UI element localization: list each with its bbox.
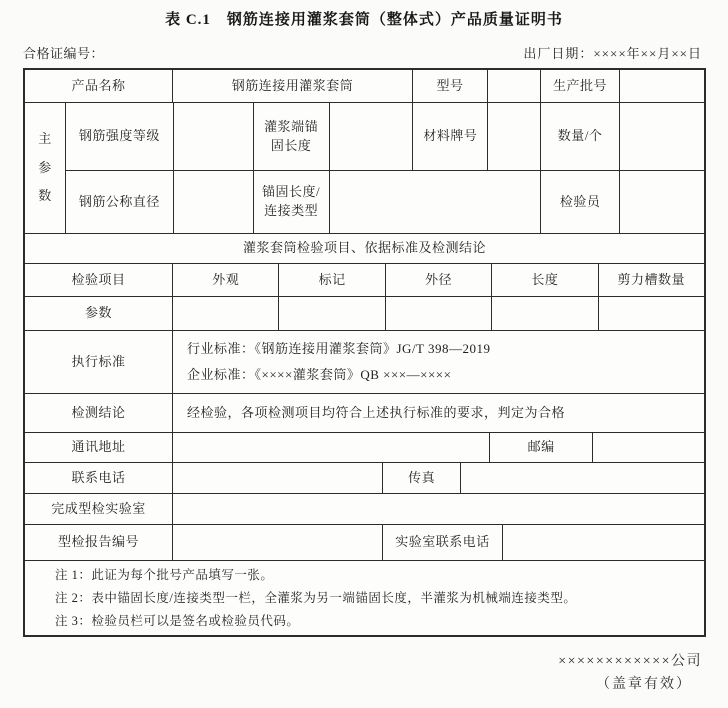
material-grade-label: 材料牌号 — [412, 103, 487, 170]
standards-content — [172, 331, 704, 393]
rebar-grade-label: 钢筋强度等级 — [78, 128, 160, 144]
batch-no-value-cell — [619, 70, 704, 102]
section-header-row — [25, 233, 704, 263]
phone-value-cell — [172, 463, 382, 493]
seal-note: （盖章有效） — [596, 677, 692, 692]
note-3: 注 3：检验员栏可以是签名或检验员代码。 — [55, 613, 300, 628]
phone-row — [25, 462, 704, 493]
anchor-conn-line2: 连接类型 — [264, 203, 319, 218]
param-outer-diameter-cell — [385, 297, 491, 330]
certificate-no-label: 合格证编号： — [23, 46, 105, 61]
footer — [23, 650, 702, 693]
lab-phone-value-cell — [502, 525, 704, 560]
standards-row — [25, 330, 704, 393]
inspection-col-outer-diameter: 外径 — [385, 264, 491, 296]
param-marking-cell — [278, 297, 384, 330]
param-length-cell — [491, 297, 597, 330]
lab-row — [25, 493, 704, 524]
batch-no-label: 生产批号 — [540, 70, 619, 102]
quantity-label: 数量/个 — [540, 103, 619, 170]
report-no-label: 型检报告编号 — [57, 534, 139, 550]
param-appearance-cell — [172, 297, 278, 330]
document-title: 表 C.1 钢筋连接用灌浆套筒（整体式）产品质量证明书 — [165, 12, 563, 28]
inspection-col-length: 长度 — [491, 264, 597, 296]
main-params-group-label — [25, 103, 65, 233]
group-char-1: 主 — [38, 130, 52, 146]
product-name-value: 钢筋连接用灌浆套筒 — [172, 70, 412, 102]
conclusion-row — [25, 393, 704, 432]
company-name: ××××××××××××公司 — [558, 654, 702, 669]
report-row — [25, 524, 704, 560]
fax-value-cell — [460, 463, 704, 493]
report-no-value-cell — [172, 525, 382, 560]
address-row — [25, 432, 704, 462]
note-2: 注 2：表中锚固长度/连接类型一栏，全灌浆为另一端锚固长度，半灌浆为机械端连接类型。 — [55, 590, 577, 605]
phone-label: 联系电话 — [71, 469, 126, 485]
lab-phone-label: 实验室联系电话 — [382, 525, 502, 560]
group-char-2: 参 — [38, 159, 52, 175]
standards-label: 执行标准 — [71, 353, 126, 369]
param-label: 参数 — [84, 305, 112, 321]
certificate-table — [23, 68, 706, 637]
inspector-value-cell — [619, 171, 704, 233]
inspection-items-row — [25, 263, 704, 296]
address-value-cell — [172, 433, 489, 462]
rebar-diameter-value-cell — [173, 171, 253, 233]
lab-value-cell — [172, 494, 704, 524]
param-shear-grooves-cell — [598, 297, 704, 330]
inspection-col-marking: 标记 — [278, 264, 384, 296]
inspection-col-shear-grooves: 剪力槽数量 — [598, 264, 704, 296]
parameters-row — [25, 296, 704, 330]
inspection-item-label: 检验项目 — [71, 271, 126, 287]
notes-row — [25, 560, 704, 635]
rebar-grade-value-cell — [173, 103, 253, 170]
rebar-grade-row — [66, 103, 704, 170]
note-1: 注 1：此证为每个批号产品填写一张。 — [55, 567, 274, 582]
anchor-conn-value-cell — [329, 171, 541, 233]
factory-date: 出厂日期：××××年××月××日 — [523, 46, 702, 61]
grout-end-anchor-value-cell — [329, 103, 413, 170]
inspector-label: 检验员 — [540, 171, 619, 233]
conclusion-value: 经检验，各项检测项目均符合上述执行标准的要求，判定为合格 — [172, 394, 704, 432]
conclusion-label: 检测结论 — [71, 404, 126, 420]
postcode-value-cell — [592, 433, 704, 462]
section-header: 灌浆套筒检验项目、依据标准及检测结论 — [242, 240, 486, 256]
industry-standard-line: 行业标准：《钢筋连接用灌浆套筒》JG/T 398—2019 — [187, 341, 491, 356]
group-char-3: 数 — [38, 188, 52, 204]
material-grade-value-cell — [487, 103, 540, 170]
address-label: 通讯地址 — [71, 439, 126, 455]
lab-label: 完成型检实验室 — [51, 500, 146, 516]
model-value-cell — [487, 70, 540, 102]
main-params-stack — [65, 103, 704, 233]
rebar-diameter-label: 钢筋公称直径 — [78, 193, 160, 209]
rebar-diameter-row — [66, 170, 704, 233]
product-name-label: 产品名称 — [71, 77, 126, 93]
fax-label: 传真 — [382, 463, 460, 493]
anchor-conn-label — [253, 171, 329, 233]
main-params-rows — [25, 102, 704, 233]
meta-row — [23, 43, 702, 62]
notes-block — [25, 561, 704, 635]
anchor-conn-line1: 锚固长度/ — [262, 184, 321, 200]
inspection-col-appearance: 外观 — [172, 264, 278, 296]
product-name-row — [25, 70, 704, 102]
postcode-label: 邮编 — [489, 433, 592, 462]
enterprise-standard-line: 企业标准：《××××灌浆套筒》QB ×××—×××× — [187, 367, 452, 382]
grout-end-anchor-label: 灌浆端锚固长度 — [253, 103, 329, 170]
model-label: 型号 — [412, 70, 487, 102]
quantity-value-cell — [619, 103, 704, 170]
